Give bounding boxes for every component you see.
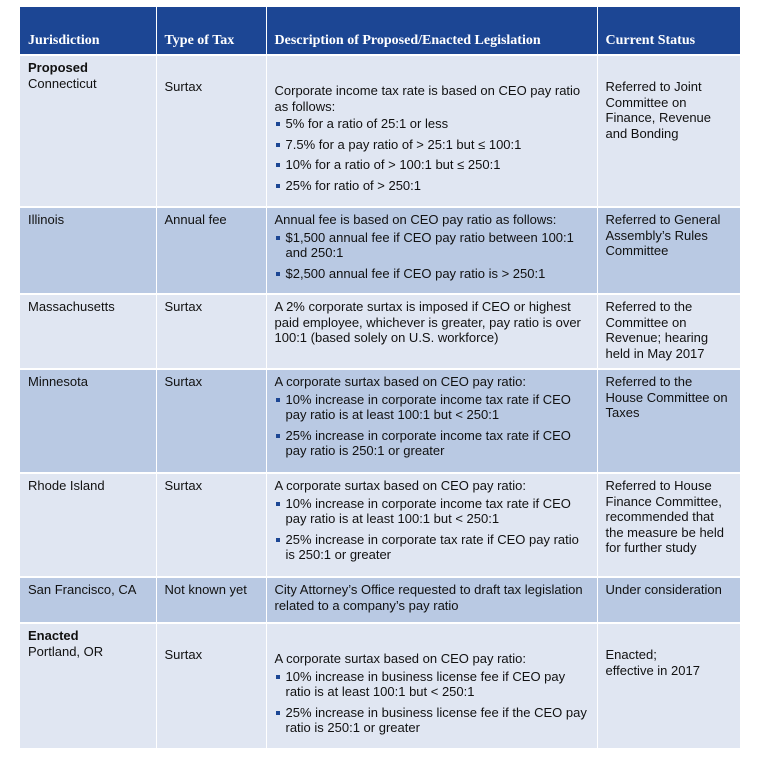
description-cell (266, 55, 597, 207)
table-row (20, 55, 740, 207)
table-row (20, 207, 740, 294)
jurisdiction-cell (20, 473, 156, 577)
status-cell (597, 207, 740, 294)
tax-type-cell (156, 473, 266, 577)
legislation-table (20, 7, 740, 748)
bullet-item: 10% increase in corporate income tax rate if CEO pay ratio is at least 100:1 but < 250:1 (275, 496, 589, 527)
bullet-item: 10% increase in business license fee if CEO pay ratio is at least 100:1 but < 250:1 (275, 669, 589, 700)
tax-type: Surtax (164, 374, 203, 389)
tax-type: Surtax (164, 478, 203, 493)
jurisdiction-cell (20, 294, 156, 369)
description-bullets (275, 230, 589, 282)
status-text: Referred to House Finance Committee, recommended that the measure be held for further study (605, 478, 725, 555)
description-bullets (275, 496, 589, 563)
description-intro: A corporate surtax based on CEO pay ratio: (274, 374, 526, 389)
status-cell (597, 577, 740, 623)
jurisdiction-name: San Francisco, CA (28, 582, 137, 597)
bullet-item: $1,500 annual fee if CEO pay ratio between 100:1 and 250:1 (275, 230, 589, 261)
description-cell (266, 207, 597, 294)
tax-type-cell (156, 55, 266, 207)
table-row (20, 623, 740, 748)
bullet-item: 25% increase in corporate income tax rate if CEO pay ratio is 250:1 or greater (275, 428, 589, 459)
status-cell (597, 55, 740, 207)
table-row (20, 473, 740, 577)
tax-type: Surtax (164, 299, 203, 314)
bullet-item: 25% for ratio of > 250:1 (275, 178, 589, 194)
description-cell (266, 577, 597, 623)
tax-type-cell (156, 577, 266, 623)
bullet-item: $2,500 annual fee if CEO pay ratio is > 250:1 (275, 266, 589, 282)
description-intro: Annual fee is based on CEO pay ratio as follows: (274, 212, 557, 227)
tax-type-cell (156, 294, 266, 369)
tax-type: Surtax (164, 79, 203, 94)
status-text: effective in 2017 (605, 662, 700, 678)
bullet-item: 10% for a ratio of > 100:1 but ≤ 250:1 (275, 157, 589, 173)
description-cell (266, 473, 597, 577)
table-row (20, 577, 740, 623)
status-cell (597, 473, 740, 577)
jurisdiction-cell (20, 207, 156, 294)
jurisdiction-name: Rhode Island (28, 478, 105, 493)
status-text: Under consideration (605, 582, 722, 597)
description-intro: A corporate surtax based on CEO pay ratio: (274, 478, 526, 493)
description-cell (266, 623, 597, 748)
header-description: Description of Proposed/Enacted Legislation (266, 7, 597, 55)
description-bullets (275, 392, 589, 459)
jurisdiction-name: Massachusetts (28, 299, 115, 314)
bullet-item: 10% increase in corporate income tax rate if CEO pay ratio is at least 100:1 but < 250:1 (275, 392, 589, 423)
description-cell (266, 369, 597, 473)
jurisdiction-cell (20, 369, 156, 473)
table-header (20, 7, 740, 55)
group-label-enacted: Enacted (28, 628, 79, 643)
tax-type: Not known yet (164, 582, 247, 597)
tax-type-cell (156, 369, 266, 473)
description-bullets (275, 116, 589, 193)
description-bullets (275, 669, 589, 736)
bullet-item: 5% for a ratio of 25:1 or less (275, 116, 589, 132)
status-cell (597, 623, 740, 748)
description-intro: Corporate income tax rate is based on CEO pay ratio as follows: (274, 83, 581, 114)
description-intro: A 2% corporate surtax is imposed if CEO or highest paid employee, whichever is greater, pay ratio is over 100:1 (based solely on U.S. workforce) (274, 299, 581, 345)
table-row (20, 369, 740, 473)
status-text: Referred to Joint Committee on Finance, Revenue and Bonding (605, 79, 712, 141)
description-cell (266, 294, 597, 369)
description-intro: A corporate surtax based on CEO pay ratio: (274, 651, 526, 666)
status-cell (597, 294, 740, 369)
bullet-item: 25% increase in business license fee if the CEO pay ratio is 250:1 or greater (275, 705, 589, 736)
status-text: Referred to the House Committee on Taxes (605, 374, 728, 420)
jurisdiction-name: Illinois (28, 212, 65, 227)
tax-type-cell (156, 207, 266, 294)
group-label-proposed: Proposed (28, 60, 88, 75)
header-current-status: Current Status (597, 7, 740, 55)
bullet-item: 25% increase in corporate tax rate if CEO pay ratio is 250:1 or greater (275, 532, 589, 563)
header-type-of-tax: Type of Tax (156, 7, 266, 55)
status-text: Enacted; (605, 647, 657, 662)
jurisdiction-cell (20, 55, 156, 207)
jurisdiction-name: Connecticut (28, 75, 97, 91)
header-jurisdiction: Jurisdiction (20, 7, 156, 55)
tax-type: Annual fee (164, 212, 227, 227)
status-cell (597, 369, 740, 473)
jurisdiction-cell (20, 577, 156, 623)
description-intro: City Attorney’s Office requested to draft tax legislation related to a company’s pay ratio (274, 582, 583, 613)
jurisdiction-cell (20, 623, 156, 748)
tax-type: Surtax (164, 647, 203, 662)
status-text: Referred to General Assembly’s Rules Committee (605, 212, 721, 258)
tax-type-cell (156, 623, 266, 748)
jurisdiction-name: Minnesota (28, 374, 88, 389)
status-text: Referred to the Committee on Revenue; hearing held in May 2017 (605, 299, 709, 361)
jurisdiction-name: Portland, OR (28, 643, 104, 659)
table-row (20, 294, 740, 369)
bullet-item: 7.5% for a pay ratio of > 25:1 but ≤ 100:1 (275, 137, 589, 153)
